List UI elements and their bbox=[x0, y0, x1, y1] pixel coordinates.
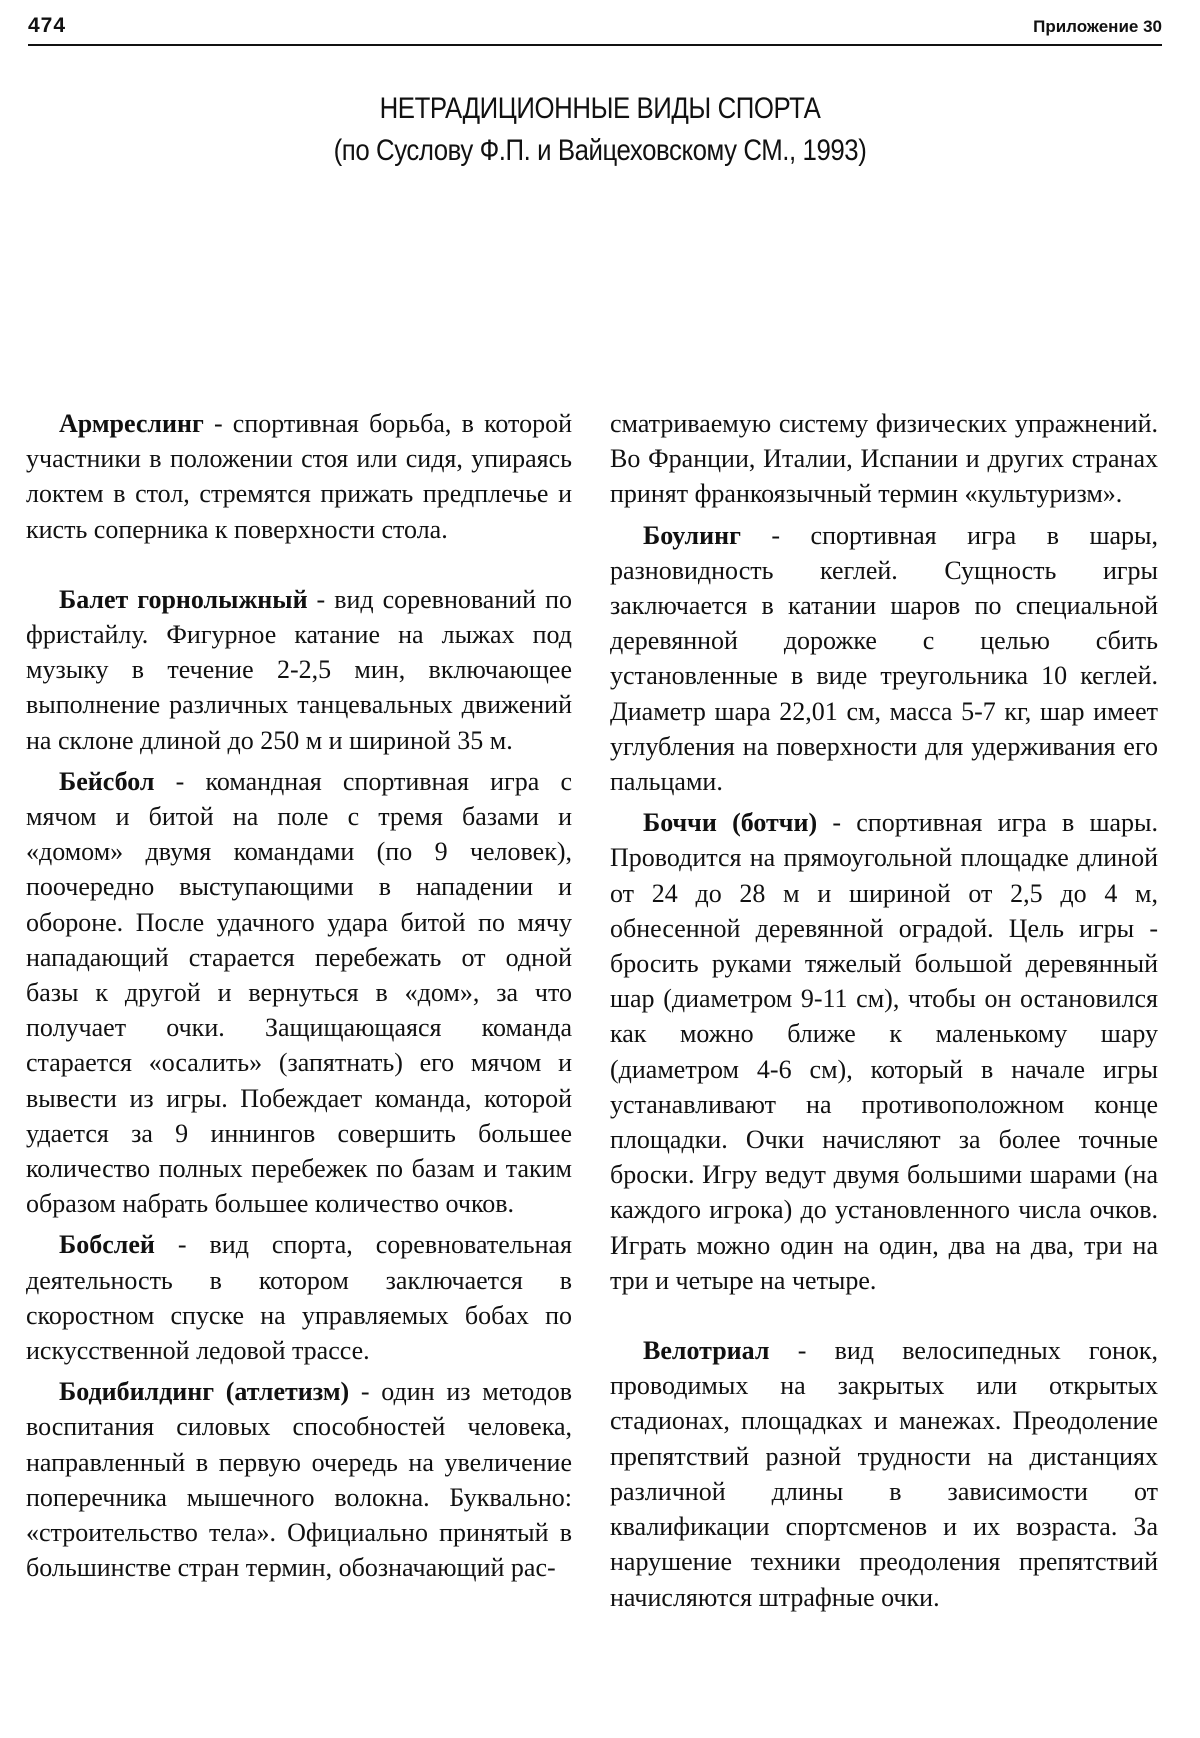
entry-bodybuilding-continued: сматриваемую систему физических упражнений. Во Франции, Италии, Испании и других странах принят франкоязычный термин «культуризм». bbox=[610, 409, 1158, 509]
running-head bbox=[28, 14, 1162, 46]
entry-baseball bbox=[26, 764, 572, 1222]
entry-bike-trial bbox=[610, 1333, 1158, 1615]
entry-term: Бейсбол bbox=[59, 766, 155, 796]
entry-ski-ballet bbox=[26, 582, 572, 758]
page-title bbox=[0, 88, 1200, 172]
entry-term: Балет горнолыжный bbox=[59, 584, 308, 614]
right-column bbox=[610, 406, 1158, 1615]
entry-text: - спортивная борьба, в которой участники в положении стоя или сидя, упираясь локтем в стол, стремятся прижать предплечье и кисть соперника к поверхности стола. bbox=[26, 409, 572, 544]
entry-text: - спортивная игра в шары, разновидность кеглей. Сущность игры заключается в катании шаров по специальной деревянной дорожке с целью сбить установленные в виде треугольника 10 кеглей. Диаметр шара 22,01 см, масса 5-7 кг, шар имеет углубления на поверхности для удерживания его пальцами. bbox=[610, 520, 1158, 797]
title-line-1: НЕТРАДИЦИОННЫЕ ВИДЫ СПОРТА bbox=[379, 92, 821, 125]
entry-text: - вид спорта, соревновательная деятельность в котором заключается в скоростном спуске на управляемых бобах по искусственной ледовой трассе. bbox=[26, 1230, 572, 1366]
entry-text: - командная спортивная игра с мячом и битой на поле с тремя базами и «домом» двумя командами (по 9 человек), поочередно выступающими в нападении и обороне. После удачного удара битой по мячу нападающий старается перебежать от одной базы к другой и вернуться в «дом», за что получает очки. Защищающаяся команда старается «осалить» (запятнать) его мячом и вывести из игры. Побеждает команда, которой удается за 9 иннингов совершить большее количество полных перебежек по базам и таким образом набрать большее количество очков. bbox=[26, 766, 572, 1219]
entry-term: Боулинг bbox=[643, 520, 741, 550]
entry-bobsleigh bbox=[26, 1227, 572, 1368]
entry-term: Бодибилдинг (атлетизм) bbox=[59, 1377, 350, 1407]
entry-bodybuilding bbox=[26, 1374, 572, 1585]
page-number: 474 bbox=[28, 14, 67, 37]
entry-term: Велотриал bbox=[643, 1336, 770, 1366]
entry-bocce bbox=[610, 805, 1158, 1298]
entry-text: - вид велосипедных гонок, проводимых на закрытых или открытых стадионах, площадках и манежах. Преодоление препятствий разной трудности на дистанциях различной длины в зависимости от квалификации спортсменов и их возраста. За нарушение техники преодоления препятствий начисляются штрафные очки. bbox=[610, 1336, 1158, 1612]
entry-armwrestling bbox=[26, 406, 572, 547]
title-line-2: (по Суслову Ф.П. и Вайцеховскому СМ., 1993) bbox=[333, 134, 867, 167]
section-label: Приложение 30 bbox=[1033, 17, 1162, 36]
entry-term: Бобслей bbox=[59, 1230, 155, 1260]
entry-bowling bbox=[610, 518, 1158, 800]
entry-term: Боччи (ботчи) bbox=[643, 808, 818, 838]
left-column bbox=[26, 406, 572, 1586]
entry-term: Армреслинг bbox=[59, 409, 204, 438]
entry-text: - один из методов воспитания силовых способностей человека, направленный в первую очередь на увеличение поперечника мышечного волокна. Буквально: «строительство тела». Официально принятый в большинстве стран термин, обозначающий рас- bbox=[26, 1377, 573, 1583]
entry-text: - вид соревнований по фристайлу. Фигурное катание на лыжах под музыку в течение 2-2,5 мин, включающее выполнение различных танцевальных движений на склоне длиной до 250 м и шириной 35 м. bbox=[26, 584, 572, 755]
entry-text: - спортивная игра в шары. Проводится на прямоугольной площадке длиной от 24 до 28 м и шириной от 2,5 до 4 м, обнесенной деревянной оградой. Цель игры - бросить руками тяжелый большой деревянный шар (диаметром 9-11 см), чтобы он остановился как можно ближе к маленькому шару (диаметром 4-6 см), который в начале игры устанавливают на противоположном конце площадки. Очки начисляют за более точные броски. Игру ведут двумя большими шарами (на каждого игрока) до установленного числа очков. Играть можно один на один, два на два, три на три и четыре на четыре. bbox=[610, 808, 1158, 1295]
